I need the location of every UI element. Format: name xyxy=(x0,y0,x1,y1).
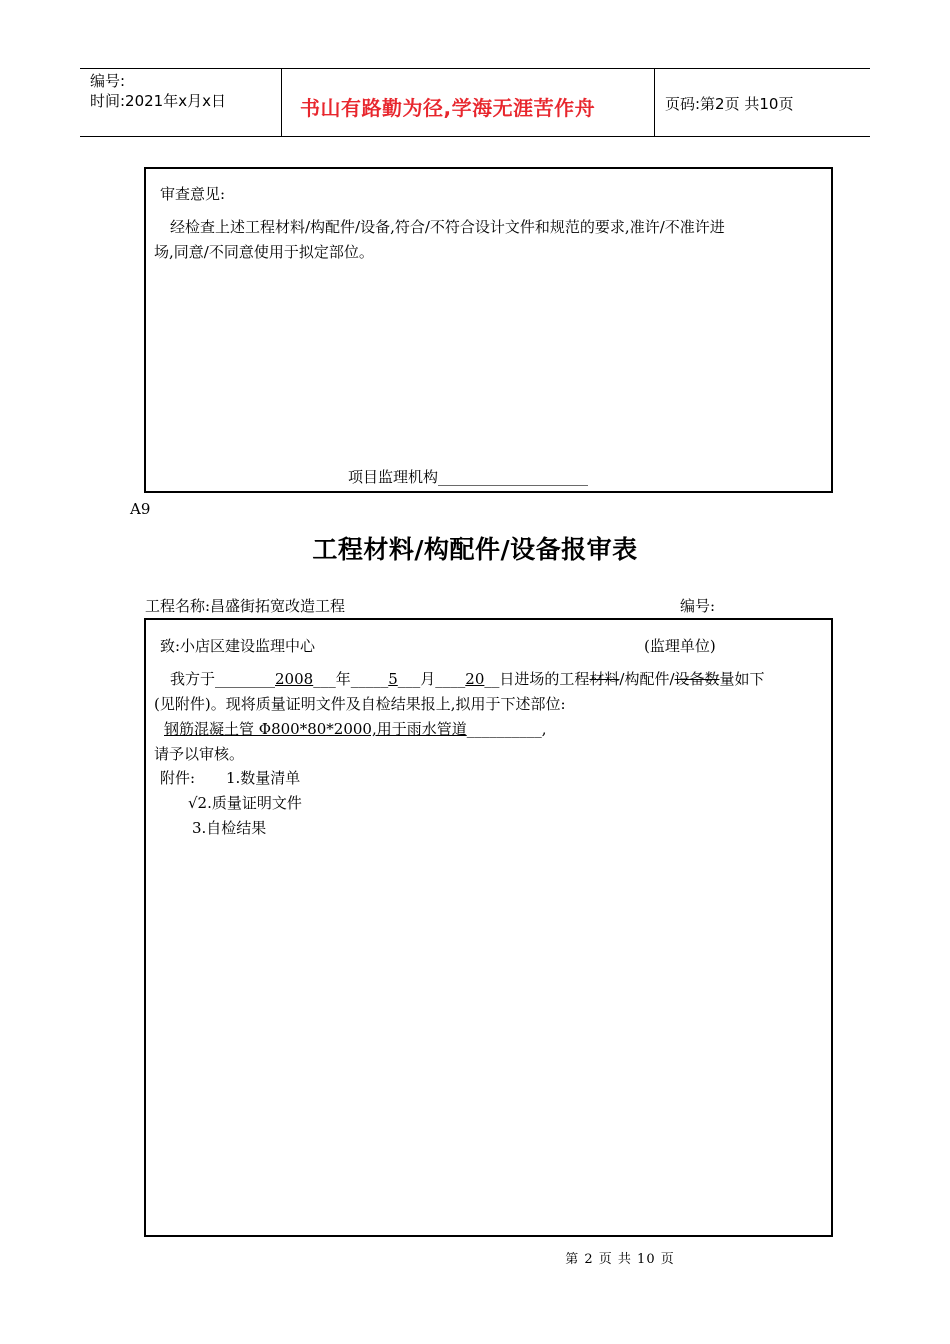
month-blank: _____5___ xyxy=(350,670,421,688)
header-bottom-rule xyxy=(80,136,870,137)
intended-location-blank: __________ xyxy=(466,720,542,738)
form-code: A9 xyxy=(130,500,151,518)
intended-location: 钢筋混凝土管 Φ800*80*2000,用于雨水管道__________, xyxy=(164,720,547,738)
day-value: 20 xyxy=(465,670,485,688)
attachment-item: 1.数量清单 xyxy=(226,769,301,787)
header-motto: 书山有路勤为径,学海无涯苦作舟 xyxy=(300,96,596,120)
header-time: 时间:2021年x月x日 xyxy=(90,92,226,110)
signature-blank: ____________________ xyxy=(438,468,589,486)
header-top-rule xyxy=(80,68,870,69)
year-blank: ________2008___ xyxy=(215,670,336,688)
header-code-label: 编号: xyxy=(90,72,126,90)
signature-label: 项目监理机构 xyxy=(348,468,439,486)
header-page-info: 页码:第2页 共10页 xyxy=(665,95,794,113)
material-report-box xyxy=(144,618,833,1237)
struck-text: 设备数 xyxy=(674,670,720,688)
form-title: 工程材料/构配件/设备报审表 xyxy=(312,535,638,564)
struck-text: 材料 xyxy=(589,670,620,688)
page-footer: 第 2 页 共 10 页 xyxy=(565,1252,675,1267)
day-blank: ____20__ xyxy=(435,670,500,688)
header-divider xyxy=(281,68,282,136)
entry-date-line: 我方于________2008___年_____5___月____20__日进场的工程材料/构配件/设备数量如下 xyxy=(170,670,765,688)
attachment-item: √2.质量证明文件 xyxy=(188,794,302,812)
project-name: 工程名称:昌盛街拓宽改造工程 xyxy=(145,597,346,615)
attachments-label: 附件: xyxy=(160,769,196,787)
review-text-line2: 场,同意/不同意使用于拟定部位。 xyxy=(154,243,374,261)
review-label: 审查意见: xyxy=(160,185,226,203)
project-code-label: 编号: xyxy=(680,597,716,615)
header-divider xyxy=(654,68,655,136)
review-text-line1: 经检查上述工程材料/构配件/设备,符合/不符合设计文件和规范的要求,准许/不准许进 xyxy=(170,218,725,236)
addressee: 致:小店区建设监理中心 xyxy=(160,637,316,655)
month-value: 5 xyxy=(388,670,398,688)
intended-location-value: 钢筋混凝土管 Φ800*80*2000,用于雨水管道 xyxy=(164,720,467,738)
attachment-item: 3.自检结果 xyxy=(192,819,267,837)
year-value: 2008 xyxy=(275,670,314,688)
review-signature xyxy=(348,467,588,487)
report-text-line2: (见附件)。现将质量证明文件及自检结果报上,拟用于下述部位: xyxy=(154,695,566,713)
supervisor-unit-label: (监理单位) xyxy=(644,637,716,655)
request-review-text: 请予以审核。 xyxy=(154,745,245,763)
review-opinion-box xyxy=(144,167,833,493)
